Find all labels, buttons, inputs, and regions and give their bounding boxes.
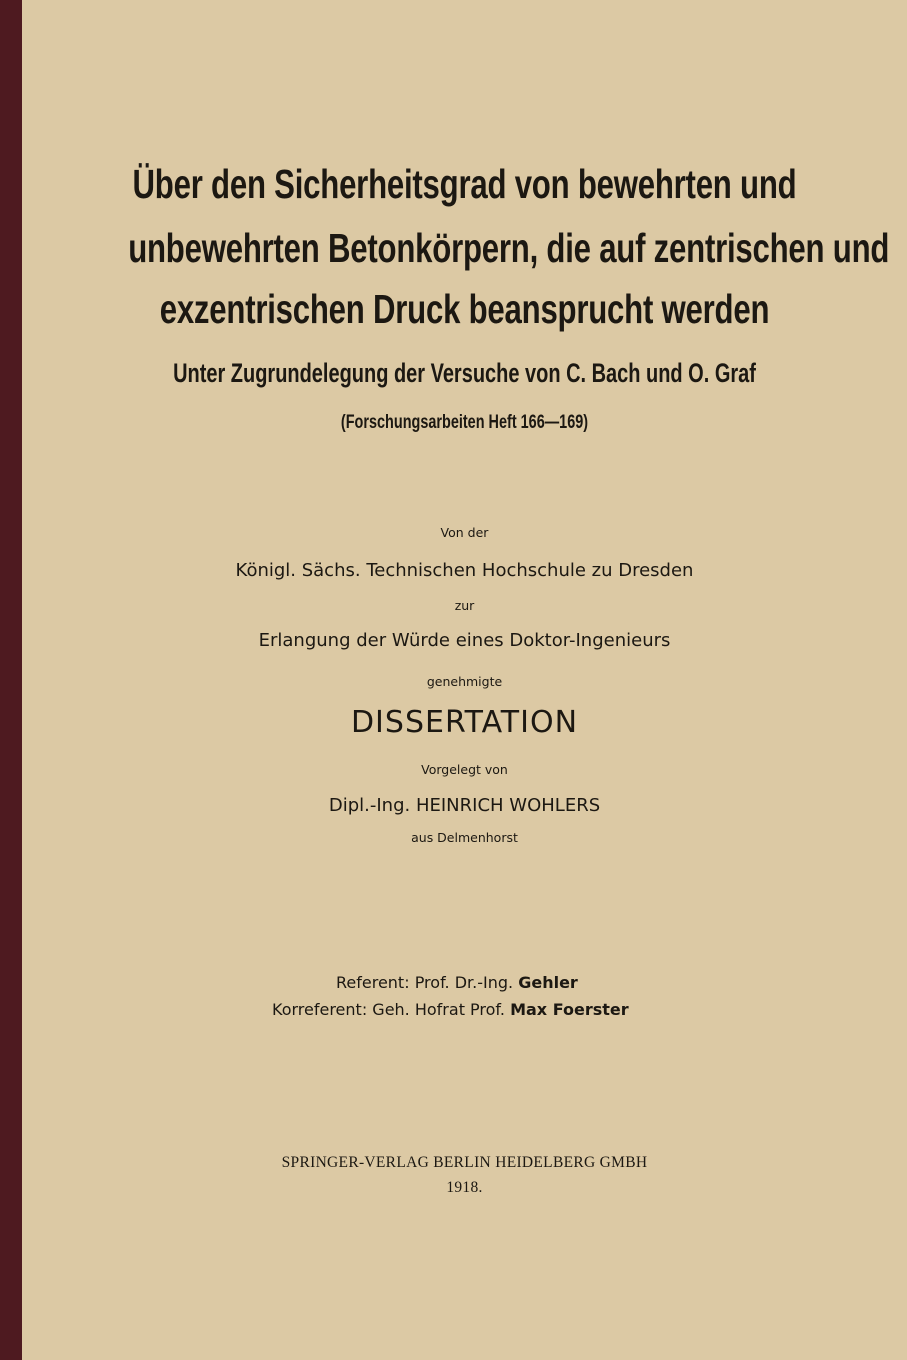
coreferee-label: Korreferent: bbox=[272, 1000, 368, 1019]
author-origin: aus Delmenhorst bbox=[411, 830, 518, 845]
book-spine-edge bbox=[0, 0, 22, 1360]
subtitle: Unter Zugrundelegung der Versuche von C. Bach und O. Graf bbox=[173, 358, 756, 388]
referee-title: Prof. Dr.-Ing. bbox=[414, 973, 514, 992]
document-type: DISSERTATION bbox=[350, 705, 579, 740]
referee-label: Referent: bbox=[336, 973, 410, 992]
approved-text: genehmigte bbox=[426, 674, 503, 689]
coreferee-title: Geh. Hofrat Prof. bbox=[372, 1000, 505, 1019]
title-line-3: exzentrischen Druck beansprucht werden bbox=[159, 286, 770, 332]
author-line bbox=[22, 797, 907, 815]
coreferee-line bbox=[272, 1002, 629, 1018]
title-line-2: unbewehrten Betonkörpern, die auf zentrischen und bbox=[128, 225, 890, 271]
title-line-1: Über den Sicherheitsgrad von bewehrten und bbox=[132, 161, 797, 207]
von-der-text: Von der bbox=[440, 525, 489, 540]
coreferee-name: Max Foerster bbox=[510, 1000, 629, 1019]
presented-by: Vorgelegt von bbox=[421, 762, 508, 777]
author-name: HEINRICH WOHLERS bbox=[415, 795, 601, 816]
publication-year: 1918. bbox=[446, 1179, 483, 1196]
referee-name: Gehler bbox=[518, 973, 578, 992]
series-note: (Forschungsarbeiten Heft 166—169) bbox=[340, 412, 589, 433]
institution: Königl. Sächs. Technischen Hochschule zu Dresden bbox=[235, 560, 694, 581]
purpose: Erlangung der Würde eines Doktor-Ingenieurs bbox=[258, 630, 671, 651]
referee-line bbox=[336, 975, 578, 991]
author-prefix: Dipl.-Ing. bbox=[328, 795, 411, 816]
zur-text: zur bbox=[454, 598, 475, 613]
publisher: SPRINGER-VERLAG BERLIN HEIDELBERG GMBH bbox=[281, 1154, 648, 1171]
